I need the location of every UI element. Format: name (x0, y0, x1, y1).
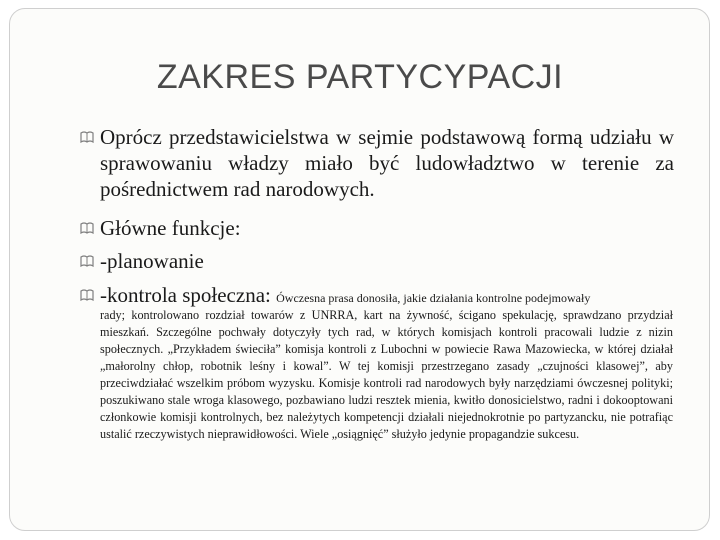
bullet-item (78, 248, 696, 274)
detail-lead: Ówczesna prasa donosiła, jakie działania kontrolne podejmowały (276, 291, 591, 305)
detail-paragraph: rady; kontrolowano rozdział towarów z UNRRA, kart na żywność, ścigano spekulację, sprawdzano przydział mieszkań. Szczególne pochwały dotyczyły tych rad, w których komisjach kontroli pracowali ludzie z nizin społecznych. „Przykładem świeciła” komisja kontroli z Lubochni w powiecie Rawa Mazowiecka, w której działał „małorolny chłop, robotnik leśny i kowal”. W tej komisji przestrzegano zasady „czujności klasowej”, aby przeciwdziałać wszelkim próbom wyzysku. Komisje kontroli rad narodowych były narzędziami ówczesnej polityki; poszukiwano stale wroga klasowego, pozbawiano ludzi resztek mienia, kwitło donosicielstwo, radni i dokooptowani członkowie komisji kontrolnych, bez należytych kompetencji działali niejednokrotnie po partyzancku, nie potrafiąc ustalić rzeczywistych nieprawidłowości. Wiele „osiągnięć” służyło jedynie propagandzie sukcesu. (100, 308, 673, 441)
bullet-item (78, 124, 674, 202)
bullet-item (78, 215, 696, 241)
open-book-icon (80, 131, 94, 143)
open-book-icon (80, 289, 94, 301)
bullet-text: -planowanie (100, 249, 204, 273)
open-book-icon (80, 222, 94, 234)
bullet-text: Główne funkcje: (100, 216, 241, 240)
bullet-item (78, 282, 696, 308)
slide-title: ZAKRES PARTYCYPACJI (156, 58, 564, 96)
bullet-text: Oprócz przedstawicielstwa w sejmie podstawową formą udziału w sprawowaniu władzy miało być ludowładztwo w terenie za pośrednictwem rad narodowych. (100, 125, 674, 201)
bullet-text: -kontrola społeczna: (100, 283, 271, 307)
open-book-icon (80, 255, 94, 267)
